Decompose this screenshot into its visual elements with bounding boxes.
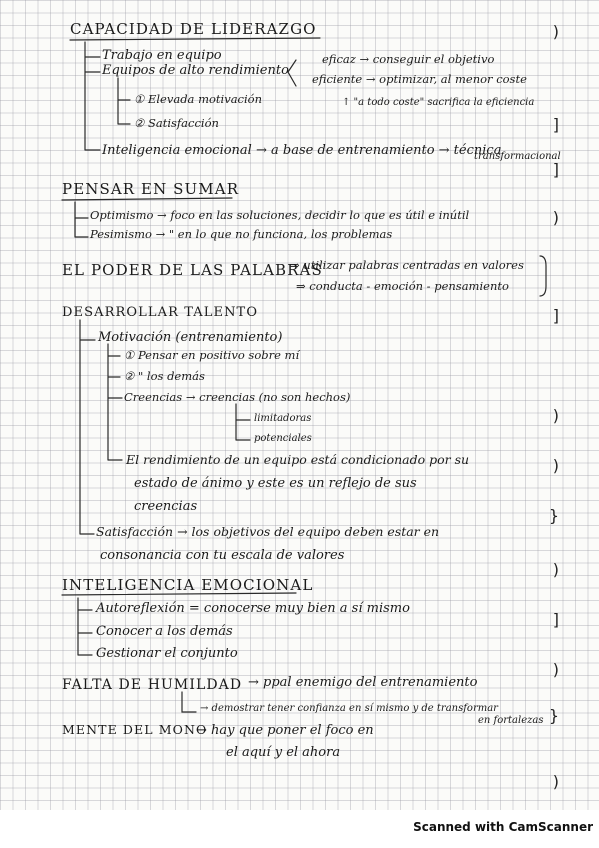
- heading-humildad: FALTA DE HUMILDAD: [62, 677, 243, 693]
- heading-inteligencia: INTELIGENCIA EMOCIONAL: [62, 576, 314, 594]
- note-ratio: ↑ "a todo coste" sacrifica la eficiencia: [342, 97, 535, 108]
- note-motivacion: ① Elevada motivación: [134, 92, 262, 106]
- note-enemigo: → ppal enemigo del entrenamiento: [248, 675, 478, 690]
- note-creencias: Creencias → creencias (no son hechos): [124, 390, 351, 404]
- note-demostrar: → demostrar tener confianza en sí mismo y de transformar: [200, 703, 498, 714]
- note-pesimismo: Pesimismo → " en lo que no funciona, los problemas: [90, 227, 393, 241]
- heading-mente: MENTE DEL MONO: [62, 722, 208, 737]
- note-pensar-positivo: ① Pensar en positivo sobre mí: [124, 348, 300, 362]
- note-conducta: ⇒ conducta - emoción - pensamiento: [296, 279, 509, 293]
- note-optimismo: Optimismo → foco en las soluciones, decidir lo que es útil e inútil: [90, 208, 470, 222]
- note-utilizar: ⇒ utilizar palabras centradas en valores: [290, 258, 524, 272]
- heading-palabras: EL PODER DE LAS PALABRAS: [62, 261, 323, 279]
- note-trabajo: Trabajo en equipo: [102, 48, 222, 63]
- margin-bracket: ): [552, 406, 559, 425]
- margin-bracket: ]: [552, 306, 559, 325]
- note-rendimiento-2: estado de ánimo y este es un reflejo de sus: [134, 476, 417, 491]
- note-rendimiento-1: El rendimiento de un equipo está condicionado por su: [126, 452, 470, 467]
- note-transformacional: transformacional: [474, 151, 561, 162]
- note-satisfaccion-2: consonancia con tu escala de valores: [100, 548, 345, 563]
- note-conocer: Conocer a los demás: [96, 624, 233, 639]
- margin-bracket: ): [552, 660, 559, 679]
- note-eficaz: eficaz → conseguir el objetivo: [322, 52, 495, 66]
- note-motivacion-ent: Motivación (entrenamiento): [98, 330, 283, 345]
- heading-capacidad: CAPACIDAD DE LIDERAZGO: [70, 20, 317, 38]
- margin-bracket: }: [548, 706, 559, 725]
- note-foco: → hay que poner el foco en: [196, 723, 374, 738]
- note-limitadoras: limitadoras: [254, 413, 312, 424]
- note-autoreflexion: Autoreflexión = conocerse muy bien a sí mismo: [96, 601, 410, 616]
- margin-bracket: }: [548, 506, 559, 525]
- note-satisfaccion: ② Satisfacción: [134, 116, 219, 130]
- note-gestionar: Gestionar el conjunto: [96, 646, 238, 661]
- heading-pensar: PENSAR EN SUMAR: [62, 180, 240, 198]
- note-fortalezas: en fortalezas: [478, 715, 544, 726]
- heading-desarrollar: DESARROLLAR TALENTO: [62, 305, 259, 320]
- note-potenciales: potenciales: [254, 433, 312, 444]
- margin-bracket: ]: [552, 115, 559, 134]
- note-rendimiento-3: creencias: [134, 499, 198, 514]
- margin-bracket: ): [552, 456, 559, 475]
- margin-bracket: ): [552, 208, 559, 227]
- note-eficiente: eficiente → optimizar, al menor coste: [312, 72, 527, 86]
- margin-bracket: ): [552, 22, 559, 41]
- note-los-demas: ② " los demás: [124, 369, 205, 383]
- note-satisfaccion-1: Satisfacción → los objetivos del equipo deben estar en: [96, 524, 440, 539]
- scanner-watermark: Scanned with CamScanner: [413, 820, 593, 834]
- margin-bracket: ): [552, 772, 559, 791]
- margin-bracket: ]: [552, 160, 559, 179]
- note-equipos: Equipos de alto rendimiento: [102, 63, 289, 78]
- margin-bracket: ]: [552, 610, 559, 629]
- note-aqui-ahora: el aquí y el ahora: [226, 745, 341, 760]
- margin-bracket: ): [552, 560, 559, 579]
- note-inteligencia: Inteligencia emocional → a base de entrenamiento → técnica: [102, 143, 502, 158]
